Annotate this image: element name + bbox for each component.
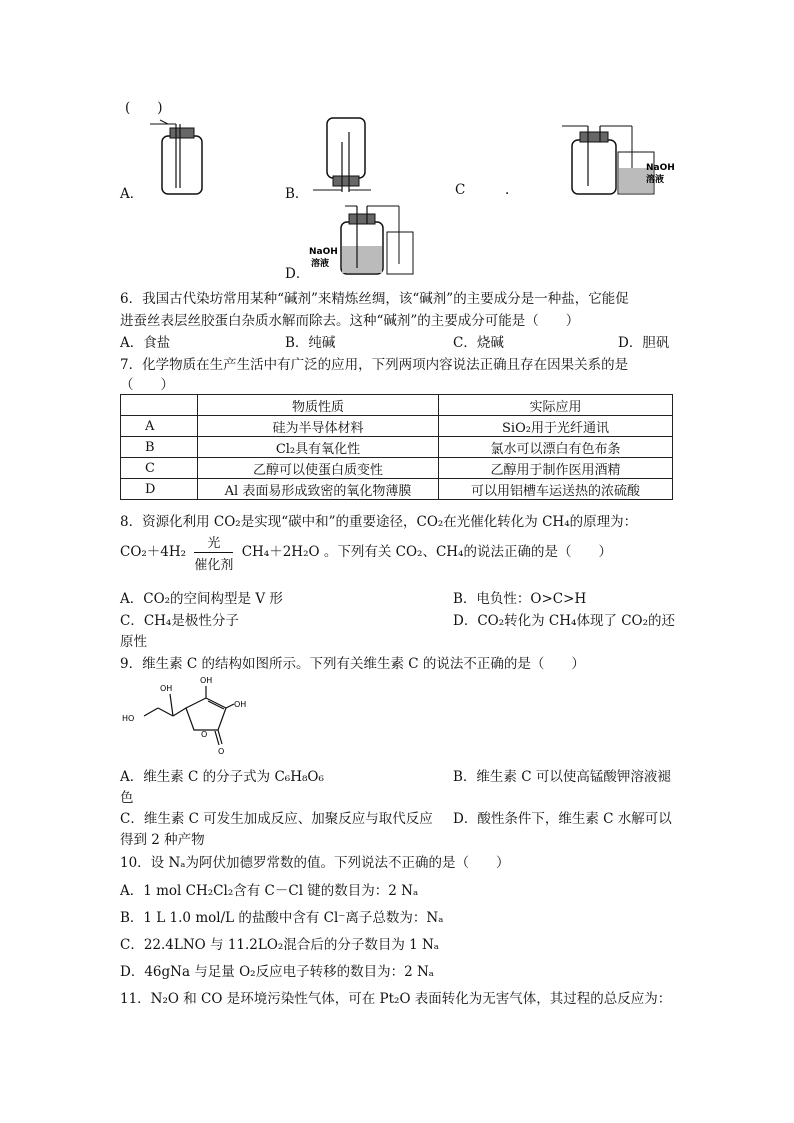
q8-option-c: C．CH₄是极性分子 [120,613,239,629]
q9-option-d: D．酸性条件下，维生素 C 水解可以 [453,811,672,827]
d-naoh-label: NaOH [309,247,338,257]
table-cell: D [121,479,198,500]
q10-option-c: C．22.4LNO 与 11.2LO₂混合后的分子数目为 1 Nₐ [120,937,440,953]
table-header-cell: 物质性质 [198,395,439,416]
q10-option-a: A．1 mol CH₂Cl₂含有 C－Cl 键的数目为：2 Nₐ [120,883,419,899]
q9-option-b-cont: 色 [120,790,134,806]
table-row [121,437,673,458]
q8-stem-tail: 。下列有关 CO₂、CH₄的说法正确的是（ ） [323,544,612,560]
q7-stem-line2: （ ） [120,377,174,393]
q6-option-d: D．胆矾 [618,335,670,351]
q6-stem-line1: 6．我国古代染坊常用某种“碱剂”来精炼丝绸，该“碱剂”的主要成分是一种盐，它能促 [120,291,629,307]
q9-option-d-cont: 得到 2 种产物 [120,832,205,848]
q6-option-b: B．纯碱 [285,335,336,351]
equation-products: CH₄＋2H₂O [241,544,320,560]
table-header-cell: 实际应用 [439,395,673,416]
table-cell: 氯水可以漂白有色布条 [439,437,673,458]
table-cell: Cl₂具有氧化性 [198,437,439,458]
carbonyl-o-label: O [218,747,225,756]
q5-bracket: ( ) [125,100,163,116]
table-header-row [121,395,673,416]
q8-option-a: A．CO₂的空间构型是 V 形 [120,591,283,607]
apparatus-b-icon [305,112,385,197]
q11-stem: 11．N₂O 和 CO 是环境污染性气体，可在 Pt₂O 表面转化为无害气体，其过程的总反应为： [120,991,672,1007]
table-header-cell [121,395,198,416]
oh-label-top: OH [160,684,173,693]
vitamin-c-structure-icon [118,674,258,756]
q8-stem-line1: 8．资源化利用 CO₂是实现“碳中和”的重要途径，CO₂在光催化转化为 CH₄的原理为： [120,514,638,530]
apparatus-a-icon [140,112,210,197]
q5-option-d-label: D． [285,266,310,282]
condition-light: 光 [194,532,233,553]
q5-option-c-dot: . [505,182,510,198]
c-solution-label: 溶液 [646,175,665,185]
q5-option-b-label: B． [285,186,309,202]
q7-stem-line1: 7．化学物质在生产生活中有广泛的应用，下列两项内容说法正确且存在因果关系的是 [120,357,629,373]
table-cell: 硅为半导体材料 [198,416,439,437]
q8-option-b: B．电负性：O>C>H [453,591,587,607]
q9-stem: 9．维生素 C 的结构如图所示。下列有关维生素 C 的说法不正确的是（ ） [120,656,585,672]
q6-option-c: C．烧碱 [453,335,504,351]
apparatus-c-icon [560,112,690,197]
q7-table [120,394,673,500]
oh-label-right: OH [234,700,247,709]
d-solution-label: 溶液 [311,259,330,269]
q5-option-a-label: A． [120,186,144,202]
ring-o-label: O [201,730,208,739]
table-row [121,458,673,479]
table-cell: 乙醇用于制作医用酒精 [439,458,673,479]
q5-option-c-label: C [455,182,466,198]
table-cell: C [121,458,198,479]
table-cell: 乙醇可以使蛋白质变性 [198,458,439,479]
table-cell: Al 表面易形成致密的氧化物薄膜 [198,479,439,500]
table-row [121,416,673,437]
q8-equation [120,532,612,573]
ho-label: HO [122,714,135,723]
condition-catalyst: 催化剂 [194,558,234,573]
oh-label-ring: OH [200,676,213,685]
q10-option-b: B．1 L 1.0 mol/L 的盐酸中含有 Cl⁻离子总数为：Nₐ [120,910,444,926]
q10-stem: 10．设 Nₐ为阿伏加德罗常数的值。下列说法不正确的是（ ） [120,855,510,871]
equation-reactants: CO₂＋4H₂ [120,544,187,560]
c-naoh-label: NaOH [646,163,675,173]
q8-option-d-cont: 原性 [120,634,147,650]
q9-option-a: A．维生素 C 的分子式为 C₆H₈O₆ [120,769,324,785]
table-cell: SiO₂用于光纤通讯 [439,416,673,437]
q10-option-d: D．46gNa 与足量 O₂反应电子转移的数目为：2 Nₐ [120,964,434,980]
q9-option-b: B．维生素 C 可以使高锰酸钾溶液褪 [453,769,671,785]
q6-option-a: A．食盐 [120,335,171,351]
table-cell: B [121,437,198,458]
apparatus-d-icon [305,196,425,280]
table-cell: A [121,416,198,437]
q9-option-c: C．维生素 C 可发生加成反应、加聚反应与取代反应 [120,811,433,827]
table-row [121,479,673,500]
table-cell: 可以用铝槽车运送热的浓硫酸 [439,479,673,500]
q8-option-d: D．CO₂转化为 CH₄体现了 CO₂的还 [453,613,676,629]
reaction-condition [194,532,233,573]
q6-stem-line2: 进蚕丝表层丝胶蛋白杂质水解而除去。这种“碱剂”的主要成分可能是（ ） [120,313,580,329]
